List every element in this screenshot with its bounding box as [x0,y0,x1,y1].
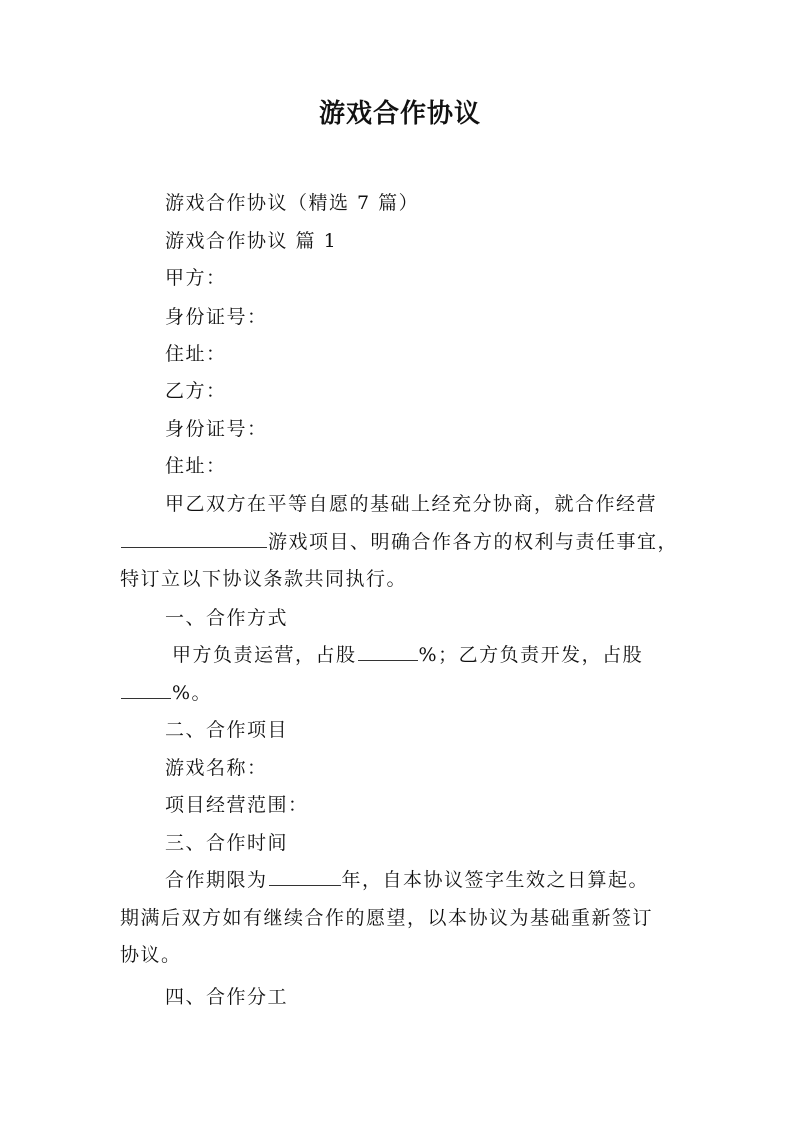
clause-line [172,640,643,670]
intro-paragraph-line: 甲乙双方在平等自愿的基础上经充分协商，就合作经营 [165,493,658,515]
intro-text: 游戏项目、明确合作各方的权利与责任事宜， [268,531,679,553]
party-a-address-label: 住址： [165,343,227,365]
share-blank [358,640,418,661]
clause-text: 甲方负责运营，占股 [172,644,357,666]
clause-text: 年，自本协议签字生效之日算起。 [341,869,650,891]
section-heading-line: 游戏合作协议 篇 1 [165,230,338,252]
intro-paragraph-line: 特订立以下协议条款共同执行。 [120,568,408,590]
document-title: 游戏合作协议 [318,99,481,129]
clause-text: %；乙方负责开发，占股 [418,644,644,666]
game-name-label: 游戏名称： [165,757,268,779]
game-name-blank [121,527,267,548]
party-b-id-label: 身份证号： [165,418,268,440]
clause-line [120,678,212,708]
clause-heading: 二、合作项目 [165,719,289,741]
party-b-address-label: 住址： [165,455,227,477]
party-a-id-label: 身份证号： [165,306,268,328]
clause-heading: 四、合作分工 [165,986,289,1008]
clause-heading: 三、合作时间 [165,832,289,854]
clause-text: %。 [172,682,213,704]
clause-line [165,865,649,895]
clause-line: 协议。 [120,944,182,966]
party-b-label: 乙方： [165,380,227,402]
clause-line: 期满后双方如有继续合作的愿望，以本协议为基础重新签订 [120,907,654,929]
term-years-blank [269,865,341,886]
share-blank [121,678,171,699]
clause-heading: 一、合作方式 [165,607,289,629]
party-a-label: 甲方： [165,267,227,289]
clause-text: 合作期限为 [165,869,268,891]
business-scope-label: 项目经营范围： [165,794,309,816]
intro-paragraph-line [120,527,678,557]
subtitle-line: 游戏合作协议（精选 7 篇） [165,192,420,214]
